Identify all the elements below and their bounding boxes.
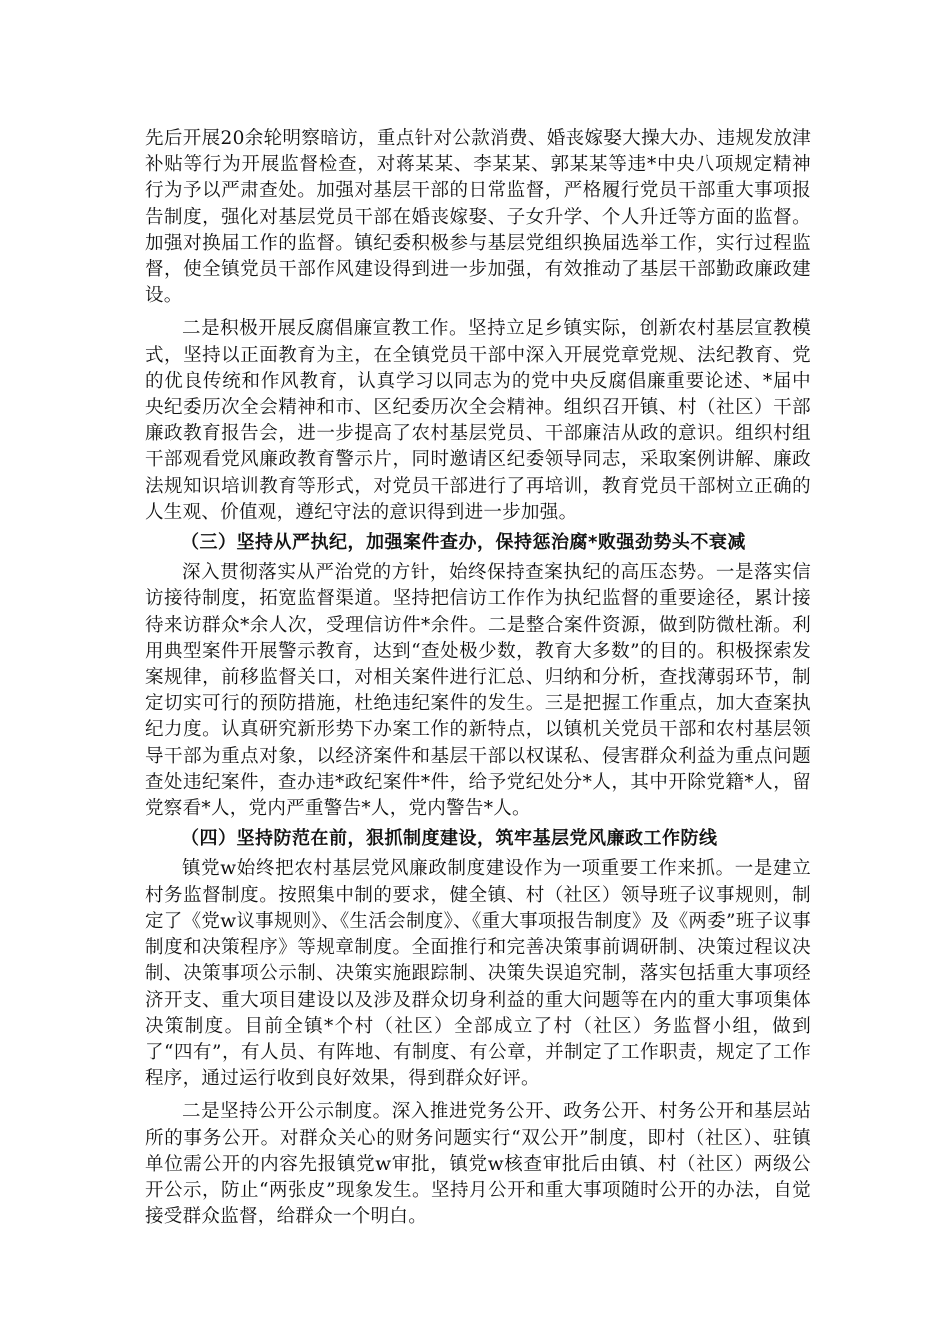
document-page (145, 126, 811, 1230)
paragraph-case-handling: 深入贯彻落实从严治党的方针，始终保持查案执纪的高压态势。一是落实信访接待制度，拓宽监督渠道。坚持把信访工作作为执纪监督的重要途径，累计接待来访群众*余人次，受理信访件*余件。二是整合案件资源，做到防微杜渐。利用典型案件开展警示教育，达到“查处极少数，教育大多数”的目的。积极探索发案规律，前移监督关口，对相关案件进行汇总、归纳和分析，查找薄弱环节，制定切实可行的预防措施，杜绝违纪案件的发生。三是把握工作重点，加大查案执纪力度。认真研究新形势下办案工作的新特点，以镇机关党员干部和农村基层领导干部为重点对象，以经济案件和基层干部以权谋私、侵害群众利益为重点问题查处违纪案件，查办违*政纪案件*件，给予党纪处分*人，其中开除党籍*人，留党察看*人，党内严重警告*人，党内警告*人。 (145, 562, 811, 820)
paragraph-village-supervision-system: 镇党w始终把农村基层党风廉政制度建设作为一项重要工作来抓。一是建立村务监督制度。按照集中制的要求，健全镇、村（社区）领导班子议事规则，制定了《党w议事规则》、《生活会制度》、《重大事项报告制度》及《两委”班子议事制度和决策程序》等规章制度。全面推行和完善决策事前调研制、决策过程议决制、决策事项公示制、决策实施跟踪制、决策失误追究制，落实包括重大事项经济开支、重大项目建设以及涉及群众切身利益的重大问题等在内的重大事项集体决策制度。目前全镇*个村（社区）全部成立了村（社区）务监督小组，做到了“四有”，有人员、有阵地、有制度、有公章，并制定了工作职责，规定了工作程序，通过运行收到良好效果，得到群众好评。 (145, 858, 811, 1090)
section-heading-3: （三）坚持从严执纪，加强案件查办，保持惩治腐*败强劲势头不衰减 (181, 532, 746, 554)
paragraph-anticorruption-education: 二是积极开展反腐倡廉宣教工作。坚持立足乡镇实际，创新农村基层宣教模式，坚持以正面教育为主，在全镇党员干部中深入开展党章党规、法纪教育、党的优良传统和作风教育，认真学习以同志为的党中央反腐倡廉重要论述、*届中央纪委历次全会精神和市、区纪委历次全会精神。组织召开镇、村（社区）干部廉政教育报告会，进一步提高了农村基层党员、干部廉洁从政的意识。组织村组干部观看党风廉政教育警示片，同时邀请区纪委领导同志，采取案例讲解、廉政法规知识培训教育等形式，对党员干部进行了再培训，教育党员干部树立正确的人生观、价值观，遵纪守法的意识得到进一步加强。 (145, 318, 811, 523)
section-heading-4: （四）坚持防范在前，狠抓制度建设，筑牢基层党风廉政工作防线 (181, 828, 718, 850)
paragraph-supervision-continued: 先后开展20余轮明察暗访，重点针对公款消费、婚丧嫁娶大操大办、违规发放津补贴等行为开展监督检查，对蒋某某、李某某、郭某某等违*中央八项规定精神行为予以严肃查处。加强对基层干部的日常监督，严格履行党员干部重大事项报告制度，强化对基层党员干部在婚丧嫁娶、子女升学、个人升迁等方面的监督。加强对换届工作的监督。镇纪委积极参与基层党组织换届选举工作，实行过程监督，使全镇党员干部作风建设得到进一步加强，有效推动了基层干部勤政廉政建设。 (145, 128, 811, 307)
paragraph-public-disclosure-system: 二是坚持公开公示制度。深入推进党务公开、政务公开、村务公开和基层站所的事务公开。对群众关心的财务问题实行“双公开”制度，即村（社区）、驻镇单位需公开的内容先报镇党w审批，镇党w核查审批后由镇、村（社区）两级公开公示，防止“两张皮”现象发生。坚持月公开和重大事项随时公开的办法，自觉接受群众监督，给群众一个明白。 (145, 1101, 811, 1228)
